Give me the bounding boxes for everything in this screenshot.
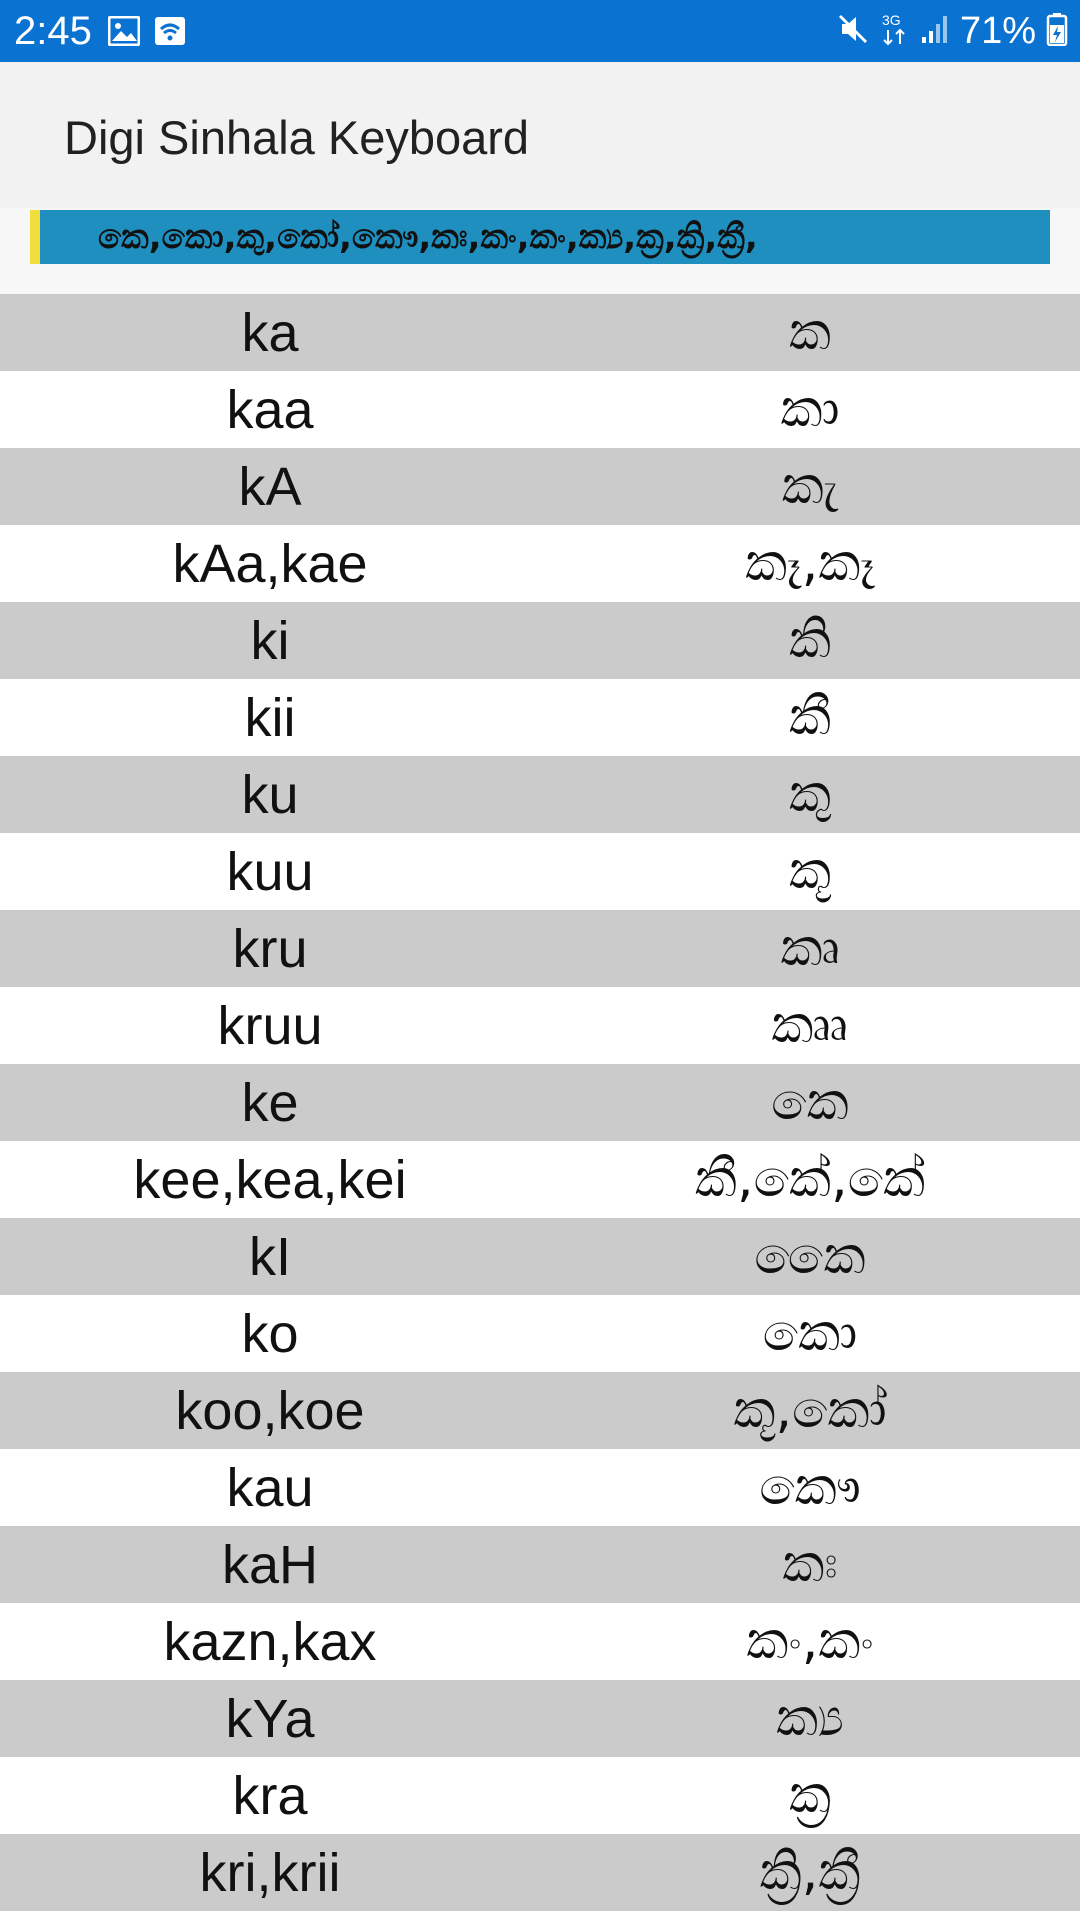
sinhala-cell: කූ bbox=[788, 841, 832, 901]
transliteration-table bbox=[0, 294, 1080, 1911]
table-row bbox=[0, 1526, 1080, 1603]
sinhala-cell: කෙ bbox=[771, 1072, 849, 1132]
latin-cell: kazn,kax bbox=[163, 1611, 377, 1672]
table-row bbox=[0, 1372, 1080, 1449]
latin-cell: kAa,kae bbox=[172, 533, 368, 594]
latin-cell: kru bbox=[232, 918, 308, 979]
image-icon bbox=[108, 16, 140, 50]
latin-cell: koo,koe bbox=[175, 1380, 365, 1441]
network-type-icon bbox=[880, 10, 910, 52]
sinhala-cell: ක bbox=[788, 302, 832, 362]
status-system-icons bbox=[836, 8, 1068, 54]
latin-cell: ke bbox=[241, 1072, 299, 1133]
sinhala-cell: කො bbox=[762, 1303, 858, 1363]
table-row bbox=[0, 371, 1080, 448]
sinhala-cell: ක්‍ර bbox=[788, 1765, 832, 1825]
table-row bbox=[0, 1680, 1080, 1757]
latin-cell: kuu bbox=[226, 841, 314, 902]
network-type-text: 3G bbox=[881, 12, 901, 28]
sinhala-cell: කී bbox=[788, 687, 832, 747]
table-row bbox=[0, 679, 1080, 756]
latin-cell: kYa bbox=[225, 1688, 315, 1749]
table-row bbox=[0, 987, 1080, 1064]
mute-icon bbox=[836, 12, 870, 50]
table-row bbox=[0, 1141, 1080, 1218]
sinhala-cell: කං,කං bbox=[746, 1611, 874, 1671]
table-row bbox=[0, 1757, 1080, 1834]
latin-cell: ki bbox=[250, 610, 290, 671]
sinhala-cell: ක්‍ය bbox=[775, 1688, 845, 1748]
wifi-icon bbox=[154, 16, 186, 50]
table-row bbox=[0, 910, 1080, 987]
table-row bbox=[0, 525, 1080, 602]
sinhala-cell: ක්‍රි,ක්‍රී bbox=[759, 1842, 861, 1902]
combinations-banner: කෙ,කො,කු,කෝ,කෞ,කඃ,කං,කං,ක්‍ය,ක්‍ර,ක්‍රි,ක්‍රී, bbox=[30, 210, 1050, 264]
table-row bbox=[0, 1834, 1080, 1911]
table-row bbox=[0, 1064, 1080, 1141]
latin-cell: kri,krii bbox=[199, 1842, 341, 1903]
sinhala-cell: කඃ bbox=[782, 1534, 838, 1594]
status-time: 2:45 bbox=[14, 9, 92, 53]
table-row bbox=[0, 1449, 1080, 1526]
status-notification-icons bbox=[108, 16, 186, 50]
latin-cell: ko bbox=[241, 1303, 299, 1364]
sinhala-cell: කී,කේ,කේ bbox=[694, 1149, 926, 1209]
sinhala-cell: කූ,කෝ bbox=[733, 1380, 887, 1440]
latin-cell: kruu bbox=[217, 995, 323, 1056]
table-row bbox=[0, 833, 1080, 910]
app-bar bbox=[0, 62, 1080, 208]
latin-cell: ka bbox=[241, 302, 299, 363]
sinhala-cell: කෛ bbox=[754, 1226, 866, 1286]
banner-container bbox=[0, 208, 1080, 294]
battery-charging-icon bbox=[1046, 12, 1068, 50]
table-row bbox=[0, 1218, 1080, 1295]
signal-icon bbox=[920, 13, 950, 49]
battery-percent: 71% bbox=[959, 9, 1036, 52]
sinhala-cell: කැ bbox=[781, 456, 839, 516]
latin-cell: kra bbox=[232, 1765, 308, 1826]
sinhala-cell: කි bbox=[788, 610, 832, 670]
latin-cell: kA bbox=[238, 456, 302, 517]
table-row bbox=[0, 1603, 1080, 1680]
app-title: Digi Sinhala Keyboard bbox=[64, 111, 530, 164]
latin-cell: kee,kea,kei bbox=[133, 1149, 407, 1210]
latin-cell: kau bbox=[226, 1457, 314, 1518]
latin-cell: kii bbox=[244, 687, 296, 748]
table-row bbox=[0, 602, 1080, 679]
latin-cell: kaH bbox=[221, 1534, 319, 1595]
sinhala-cell: කෞ bbox=[759, 1457, 861, 1517]
table-row bbox=[0, 448, 1080, 525]
latin-cell: ku bbox=[241, 764, 299, 825]
latin-cell: kaa bbox=[226, 379, 314, 440]
sinhala-cell: කෑ,කෑ bbox=[745, 533, 875, 593]
sinhala-cell: කා bbox=[780, 379, 840, 439]
status-bar bbox=[0, 0, 1080, 62]
sinhala-cell: කෲ bbox=[771, 995, 849, 1055]
latin-cell: kI bbox=[248, 1226, 291, 1287]
sinhala-cell: කු bbox=[788, 764, 832, 824]
table-row bbox=[0, 1295, 1080, 1372]
sinhala-cell: කෘ bbox=[780, 918, 840, 978]
table-row bbox=[0, 294, 1080, 371]
table-row bbox=[0, 756, 1080, 833]
